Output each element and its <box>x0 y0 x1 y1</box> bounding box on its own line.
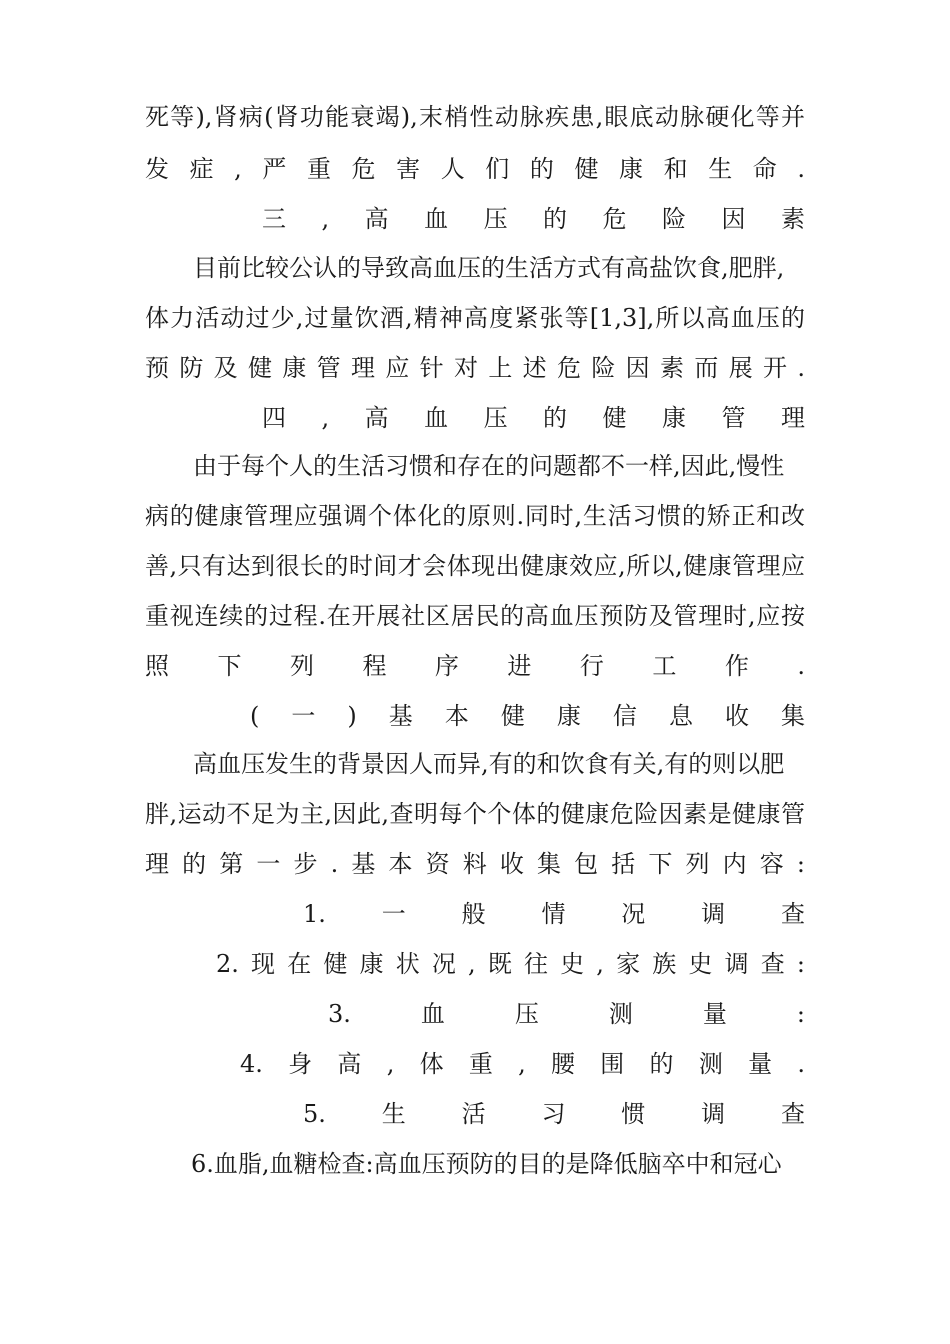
text-line-2: 发症,严重危害人们的健康和生命. <box>145 155 805 183</box>
list-item-4: 4.身高,体重,腰围的测量. <box>240 1050 805 1078</box>
paragraph-first-line: 由于每个人的生活习惯和存在的问题都不一样,因此,慢性 <box>193 452 785 480</box>
list-item-3: 3.血压测量: <box>328 1000 805 1028</box>
subsection-heading-1: (一)基本健康信息收集 <box>250 702 805 730</box>
paragraph-first-line: 目前比较公认的导致高血压的生活方式有高盐饮食,肥胖, <box>193 254 785 282</box>
section-heading-3: 三,高血压的危险因素 <box>262 205 805 233</box>
text-line-10: 善,只有达到很长的时间才会体现出健康效应,所以,健康管理应 <box>145 552 805 580</box>
list-item-5: 5.生活习惯调查 <box>303 1100 805 1128</box>
list-item-6: 6.血脂,血糖检查:高血压预防的目的是降低脑卒中和冠心 <box>191 1150 782 1178</box>
text-line-12: 照下列程序进行工作. <box>145 652 805 680</box>
text-line-6: 预防及健康管理应针对上述危险因素而展开. <box>145 354 805 382</box>
text-line-5: 体力活动过少,过量饮酒,精神高度紧张等[1,3],所以高血压的 <box>145 304 805 332</box>
text-line-1: 死等),肾病(肾功能衰竭),末梢性动脉疾患,眼底动脉硬化等并 <box>145 103 805 131</box>
text-line-16: 理的第一步.基本资料收集包括下列内容: <box>145 850 805 878</box>
paragraph-first-line: 高血压发生的背景因人而异,有的和饮食有关,有的则以肥 <box>193 750 785 778</box>
text-line-9: 病的健康管理应强调个体化的原则.同时,生活习惯的矫正和改 <box>145 502 805 530</box>
text-line-11: 重视连续的过程.在开展社区居民的高血压预防及管理时,应按 <box>145 602 805 630</box>
section-heading-4: 四,高血压的健康管理 <box>262 404 805 432</box>
list-item-1: 1.一般情况调查 <box>303 900 805 928</box>
list-item-2: 2.现在健康状况,既往史,家族史调查: <box>216 950 805 978</box>
text-line-15: 胖,运动不足为主,因此,查明每个个体的健康危险因素是健康管 <box>145 800 805 828</box>
